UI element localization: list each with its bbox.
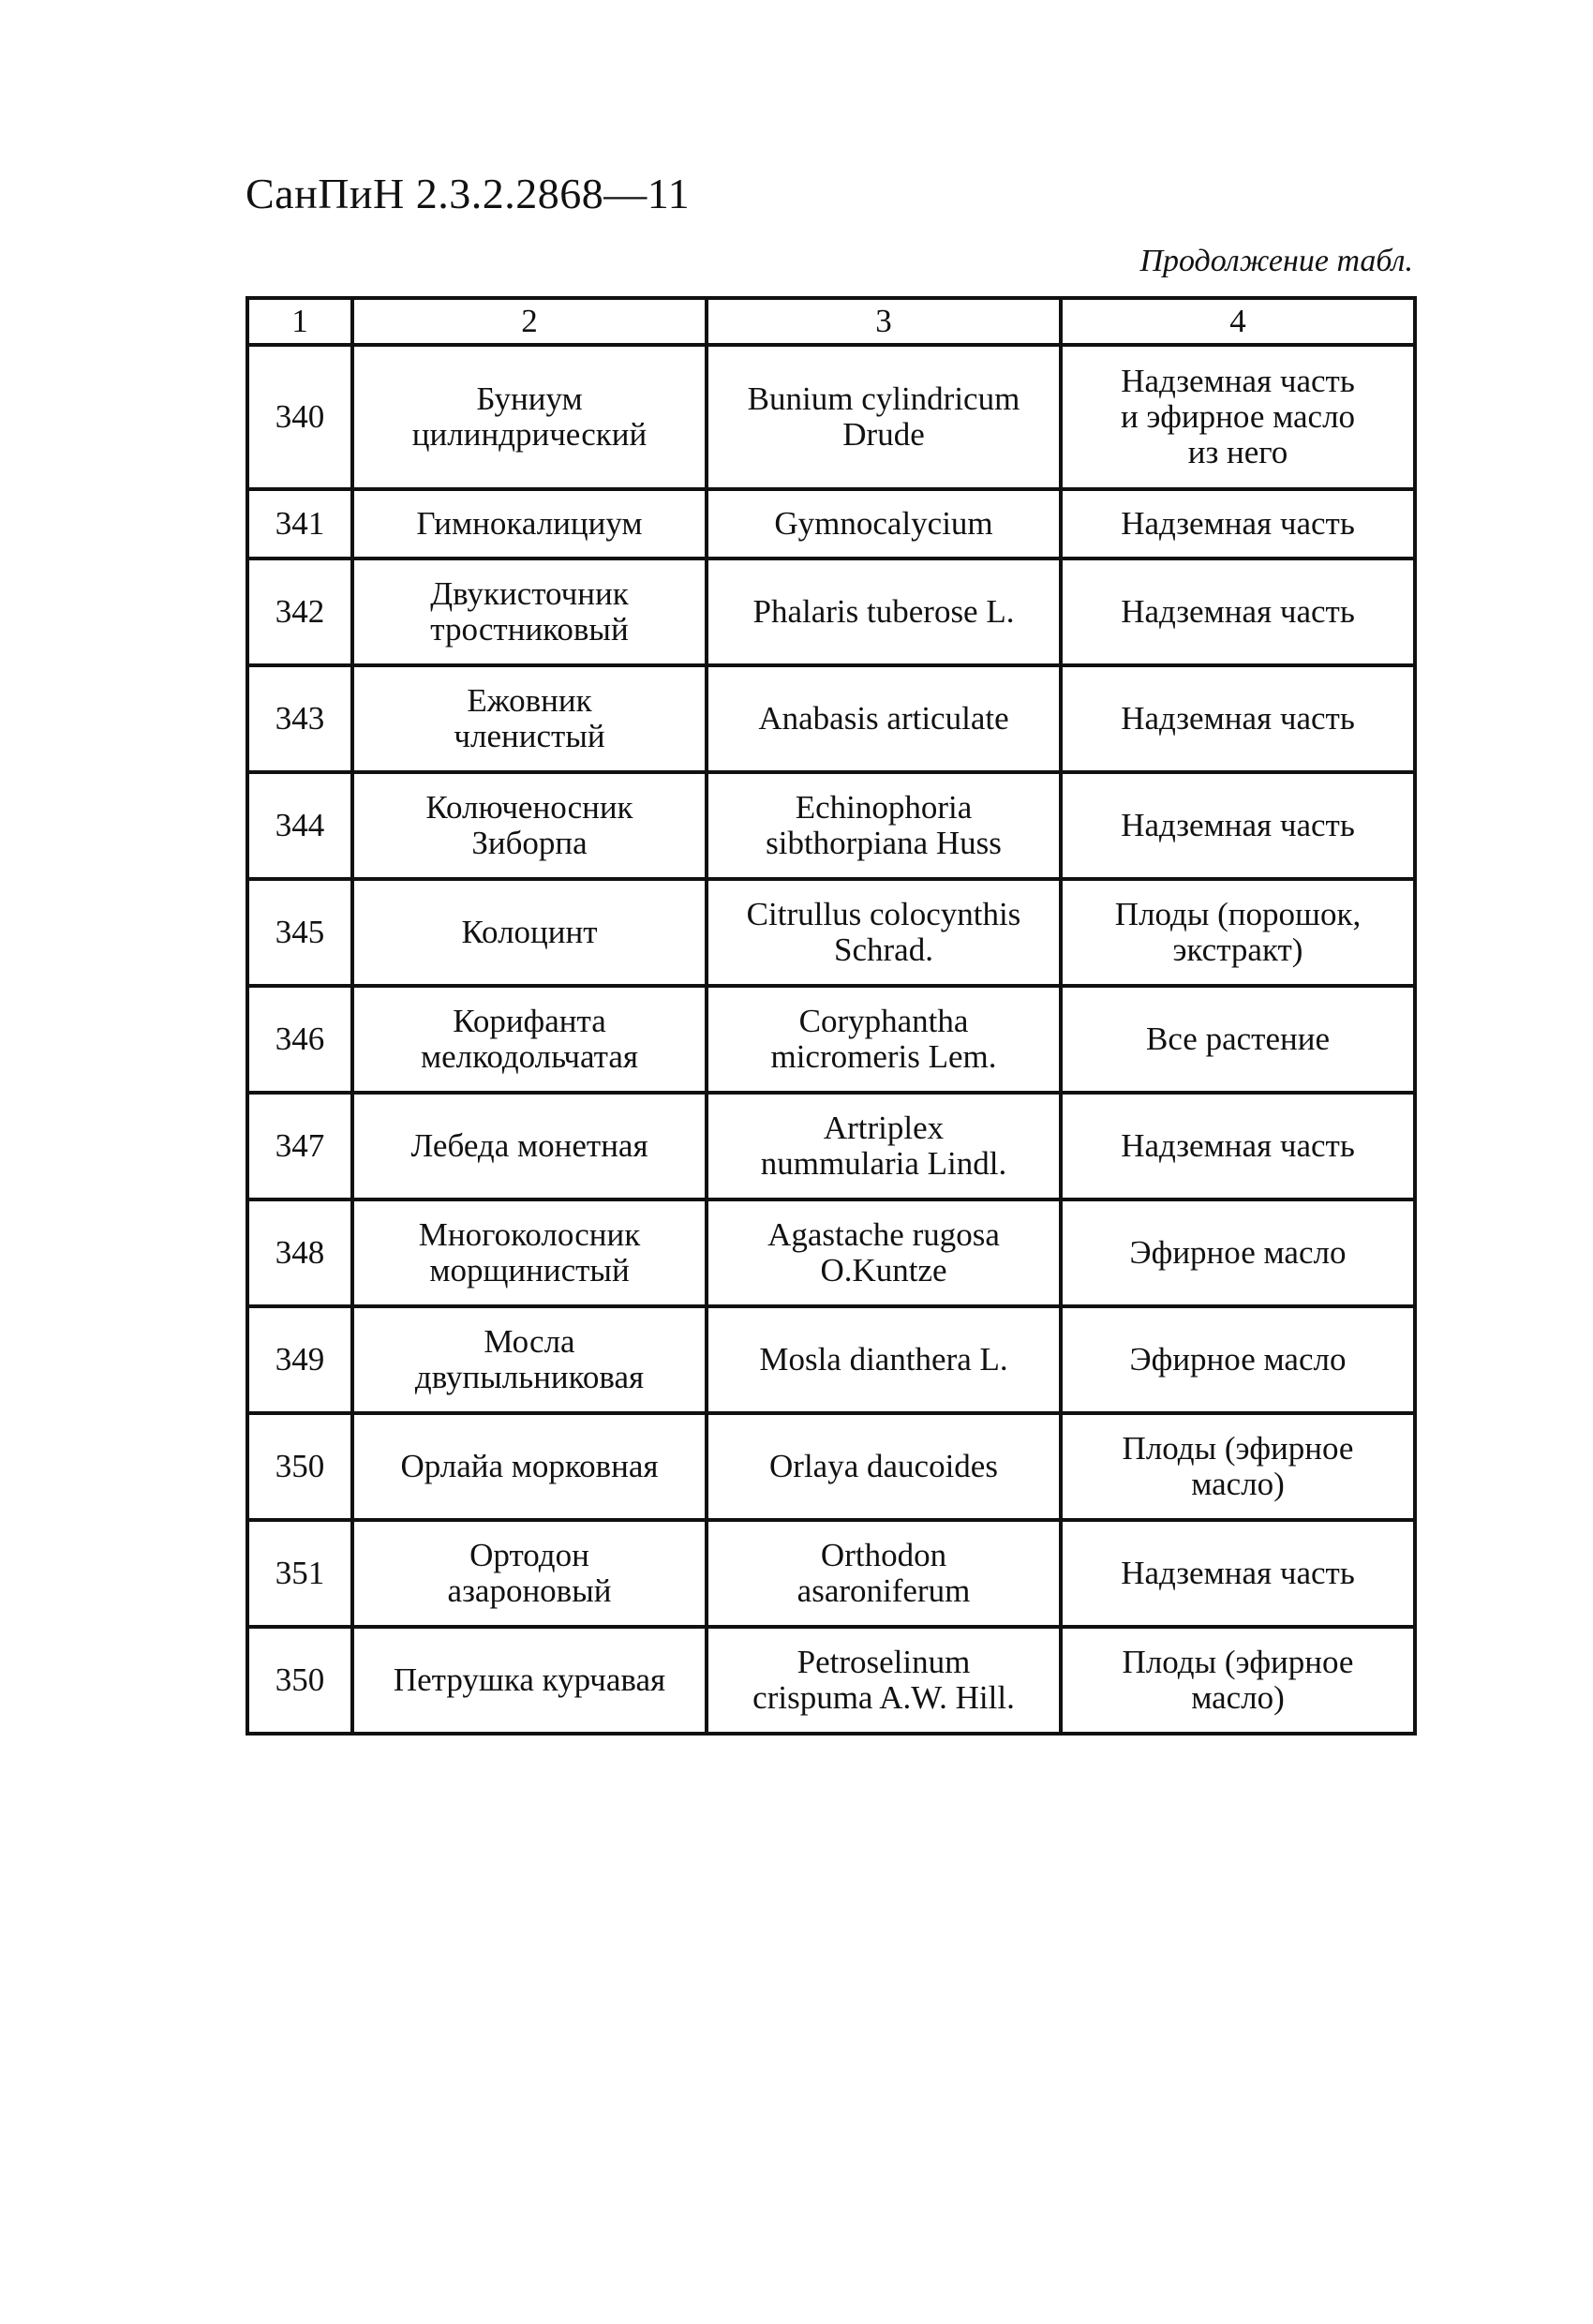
cell-text-line: Эфирное масло (1129, 1341, 1347, 1378)
cell-text-line: Петрушка курчавая (393, 1661, 666, 1699)
cell-text-line: Зиборпа (471, 825, 588, 861)
cell-text-line: Надземная часть (1121, 807, 1355, 844)
cell-text-line: Anabasis articulate (758, 700, 1009, 737)
cell-text-line: Gymnocalycium (774, 505, 993, 543)
cell-text-line: Agastache rugosa (767, 1216, 1000, 1254)
table-row (247, 345, 1415, 489)
cell-text-line: Artriplex (823, 1110, 945, 1147)
row-number-cell: 349 (247, 1306, 352, 1413)
row-number-cell: 350 (247, 1627, 352, 1734)
cell-text-line: Bunium cylindricum (747, 380, 1020, 418)
cell-text-line: crispuma A.W. Hill. (752, 1679, 1015, 1716)
cell-text-line: Корифанта (453, 1003, 606, 1040)
cell-text-line: Надземная часть (1121, 1555, 1355, 1592)
row-number-cell: 347 (247, 1093, 352, 1199)
cell-text-line: Надземная часть (1121, 1127, 1355, 1165)
cell-text-line: Phalaris tuberose L. (752, 593, 1015, 631)
cell-text-line: Надземная часть (1121, 700, 1355, 737)
table-row (247, 1627, 1415, 1734)
cell-text-line: sibthorpiana Huss (766, 825, 1002, 861)
latin-name-cell (707, 489, 1061, 559)
cell-text-line: Эфирное масло (1129, 1234, 1347, 1272)
row-number-cell: 348 (247, 1199, 352, 1306)
russian-name-cell (352, 1093, 707, 1199)
cell-text-line: Орлайа морковная (400, 1448, 659, 1485)
table-row (247, 772, 1415, 879)
russian-name-cell (352, 772, 707, 879)
cell-text-line: масло) (1191, 1679, 1285, 1716)
russian-name-cell (352, 1199, 707, 1306)
latin-name-cell (707, 1413, 1061, 1520)
table-body (247, 298, 1415, 1734)
cell-text-line: Ортодон (469, 1537, 589, 1574)
plant-part-cell (1061, 1520, 1415, 1627)
row-number-cell: 351 (247, 1520, 352, 1627)
cell-text-line: азароновый (447, 1572, 612, 1609)
table-row (247, 879, 1415, 986)
cell-text-line: Надземная часть (1121, 593, 1355, 631)
cell-text-line: Ежовник (467, 682, 592, 720)
cell-text-line: micromeris Lem. (770, 1038, 997, 1075)
latin-name-cell (707, 772, 1061, 879)
cell-text-line: Плоды (порошок, (1114, 896, 1362, 933)
cell-text-line: Orthodon (820, 1537, 947, 1574)
cell-text-line: Drude (842, 416, 925, 453)
russian-name-cell (352, 986, 707, 1093)
russian-name-cell (352, 665, 707, 772)
table-row (247, 559, 1415, 665)
table-row (247, 1306, 1415, 1413)
russian-name-cell (352, 559, 707, 665)
cell-text-line: и эфирное масло (1120, 398, 1356, 436)
row-number-cell: 350 (247, 1413, 352, 1520)
cell-text-line: Надземная часть (1121, 363, 1355, 400)
latin-name-cell (707, 1199, 1061, 1306)
russian-name-cell (352, 1520, 707, 1627)
cell-text-line: экстракт) (1172, 931, 1303, 968)
table-row (247, 1199, 1415, 1306)
russian-name-cell (352, 345, 707, 489)
russian-name-cell (352, 1306, 707, 1413)
cell-text-line: Колоцинт (461, 914, 598, 951)
latin-name-cell (707, 665, 1061, 772)
latin-name-cell (707, 986, 1061, 1093)
plant-part-cell (1061, 879, 1415, 986)
plant-part-cell (1061, 772, 1415, 879)
cell-text-line: Плоды (эфирное (1122, 1644, 1354, 1681)
latin-name-cell (707, 1520, 1061, 1627)
table-row (247, 489, 1415, 559)
cell-text-line: asaroniferum (796, 1572, 971, 1609)
cell-text-line: мелкодольчатая (420, 1038, 639, 1075)
cell-text-line: Надземная часть (1121, 505, 1355, 543)
cell-text-line: O.Kuntze (820, 1252, 947, 1289)
row-number-cell: 341 (247, 489, 352, 559)
russian-name-cell (352, 879, 707, 986)
russian-name-cell (352, 1627, 707, 1734)
cell-text-line: Буниум (476, 380, 583, 418)
cell-text-line: масло) (1191, 1466, 1285, 1502)
row-number-cell: 346 (247, 986, 352, 1093)
row-number-cell: 342 (247, 559, 352, 665)
plant-part-cell (1061, 1199, 1415, 1306)
cell-text-line: Мосла (484, 1323, 575, 1361)
cell-text-line: цилиндрический (411, 416, 648, 453)
latin-name-cell (707, 559, 1061, 665)
plant-part-cell (1061, 489, 1415, 559)
cell-text-line: Гимнокалициум (416, 505, 643, 543)
latin-name-cell (707, 879, 1061, 986)
plant-part-cell (1061, 559, 1415, 665)
cell-text-line: Schrad. (834, 931, 933, 968)
plant-part-cell (1061, 665, 1415, 772)
plants-table (246, 296, 1417, 1736)
row-number-cell: 345 (247, 879, 352, 986)
table-row (247, 986, 1415, 1093)
cell-text-line: Echinophoria (795, 789, 973, 827)
cell-text-line: nummularia Lindl. (760, 1145, 1007, 1182)
column-number-row (247, 298, 1415, 345)
cell-text-line: Лебеда монетная (410, 1127, 648, 1165)
plant-part-cell (1061, 986, 1415, 1093)
document-code: СанПиН 2.3.2.2868—11 (246, 170, 691, 217)
plant-part-cell (1061, 1093, 1415, 1199)
plant-part-cell (1061, 1306, 1415, 1413)
latin-name-cell (707, 1627, 1061, 1734)
latin-name-cell (707, 345, 1061, 489)
cell-text-line: Двукисточник (430, 575, 629, 613)
cell-text-line: Petroselinum (796, 1644, 971, 1681)
cell-text-line: Все растение (1146, 1020, 1330, 1058)
latin-name-cell (707, 1093, 1061, 1199)
plant-part-cell (1061, 1413, 1415, 1520)
russian-name-cell (352, 489, 707, 559)
cell-text-line: Многоколосник (418, 1216, 641, 1254)
column-number: 3 (707, 298, 1061, 345)
cell-text-line: тростниковый (430, 611, 629, 648)
cell-text-line: из него (1187, 433, 1288, 470)
table-row (247, 1093, 1415, 1199)
plant-part-cell (1061, 1627, 1415, 1734)
plant-part-cell (1061, 345, 1415, 489)
russian-name-cell (352, 1413, 707, 1520)
cell-text-line: Orlaya daucoides (769, 1448, 998, 1485)
cell-text-line: Coryphantha (798, 1003, 969, 1040)
row-number-cell: 343 (247, 665, 352, 772)
column-number: 2 (352, 298, 707, 345)
cell-text-line: Колюченосник (425, 789, 633, 827)
cell-text-line: морщинистый (429, 1252, 630, 1289)
cell-text-line: Citrullus colocynthis (746, 896, 1021, 933)
table-continuation-label: Продолжение табл. (1139, 244, 1413, 278)
cell-text-line: двупыльниковая (414, 1359, 645, 1395)
table-row (247, 665, 1415, 772)
latin-name-cell (707, 1306, 1061, 1413)
row-number-cell: 340 (247, 345, 352, 489)
column-number: 1 (247, 298, 352, 345)
cell-text-line: членистый (454, 718, 605, 754)
column-number: 4 (1061, 298, 1415, 345)
cell-text-line: Mosla dianthera L. (759, 1341, 1008, 1378)
table-row (247, 1413, 1415, 1520)
table-row (247, 1520, 1415, 1627)
cell-text-line: Плоды (эфирное (1122, 1430, 1354, 1467)
row-number-cell: 344 (247, 772, 352, 879)
